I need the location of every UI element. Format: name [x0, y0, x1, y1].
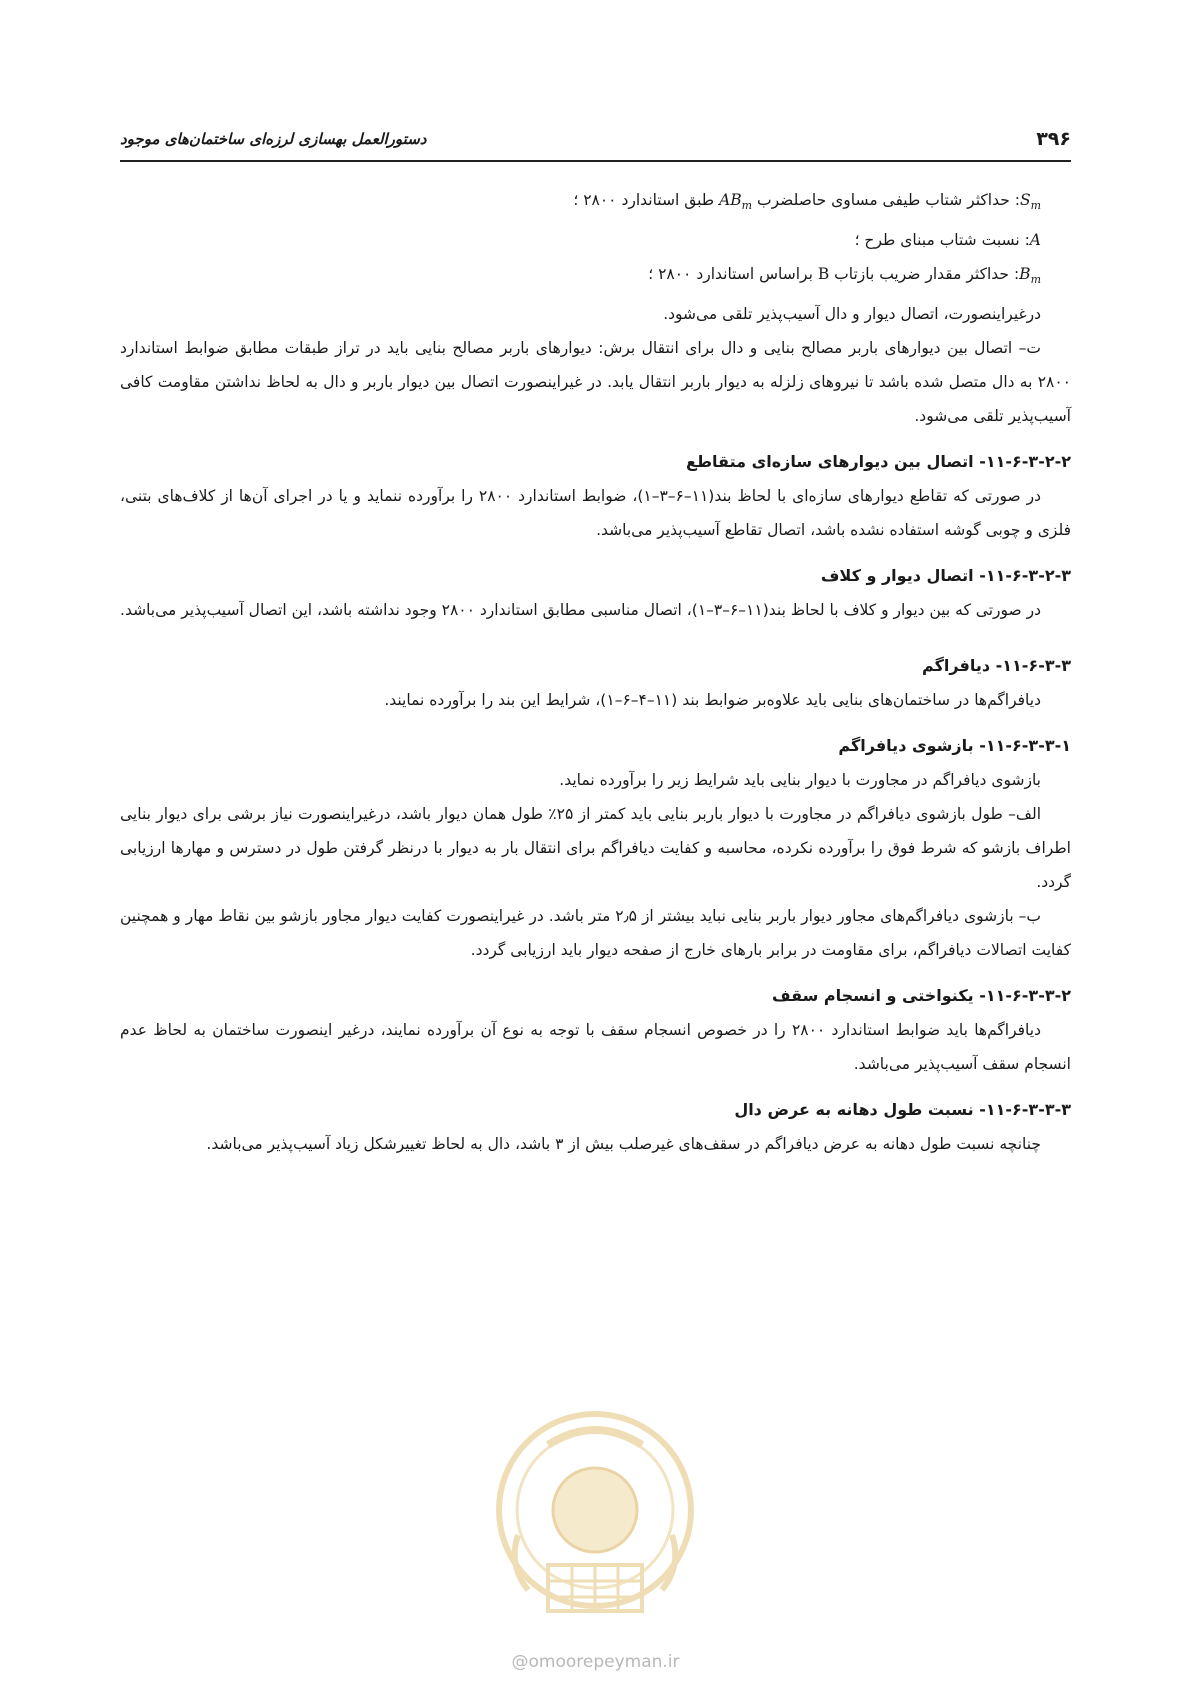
list-item: ب– بازشوی دیافراگم‌های مجاور دیوار باربر بنایی نباید بیشتر از ۲٫۵ متر باشد. در غیراینصورت کفایت دیوار مجاور بازشو بین نقاط مهار و همچنین کفایت اتصالات دیافراگم، برای مقاومت در برابر بارهای خارج از صفحه دیوار باید ارزیابی گردد. [120, 907, 1071, 960]
section-heading: ۱۱-۶-۳-۳-۲- یکنواختی و انسجام سقف [772, 986, 1071, 1006]
watermark-seal-icon [488, 1405, 702, 1635]
bm-symbol: $B_m$ [1019, 265, 1041, 287]
section-heading: ۱۱-۶-۳-۲-۳- اتصال دیوار و کلاف [820, 566, 1071, 586]
page-content [120, 183, 1071, 1161]
def-sm: $S_m$: حداکثر شتاب طیفی مساوی حاصلضرب $AB_m$ طبق استاندارد ۲۸۰۰ ؛ [573, 191, 1041, 213]
running-title: دستورالعمل بهسازی لرزه‌ای ساختمان‌های موجود [120, 130, 427, 148]
section-body: در صورتی که تقاطع دیوارهای سازه‌ای با لحاظ بند(۱۱–۶–۳–۱)، ضوابط استاندارد ۲۸۰۰ را برآورده ننماید و یا در اجرای آن‌ها از کلاف‌های بتنی، فلزی و چوبی گوشه استفاده نشده باشد، اتصال تقاطع آسیب‌پذیر می‌باشد. [120, 487, 1071, 540]
def-otherwise: درغیراینصورت، اتصال دیوار و دال آسیب‌پذیر تلقی می‌شود. [663, 305, 1041, 324]
section-body: چنانچه نسبت طول دهانه به عرض دیافراگم در سقف‌های غیرصلب بیش از ۳ باشد، دال به لحاظ تغییرشکل زیاد آسیب‌پذیر می‌باشد. [206, 1135, 1041, 1154]
list-item: الف– طول بازشوی دیافراگم در مجاورت با دیوار باربر بنایی باید کمتر از ۲۵٪ طول همان دیوار باشد، درغیراینصورت نیاز برشی برای دیوار بنایی اطراف بازشو که شرط فوق را برآورده نکرده، محاسبه و کفایت دیافراگم برای انتقال بار به دیوار با درنظر گرفتن طول در دسترس و مهارها ارزیابی گردد. [120, 805, 1071, 892]
section-heading: ۱۱-۶-۳-۳-۳- نسبت طول دهانه به عرض دال [734, 1100, 1071, 1120]
page-header [120, 128, 1071, 154]
section-heading: ۱۱-۶-۳-۳- دیافراگم [922, 656, 1071, 676]
section-body: دیافراگم‌ها باید ضوابط استاندارد ۲۸۰۰ را در خصوص انسجام سقف با توجه به نوع آن برآورده نمایند، درغیر اینصورت ساختمان به لحاظ عدم انسجام سقف آسیب‌پذیر می‌باشد. [120, 1021, 1071, 1074]
section-heading: ۱۱-۶-۳-۳-۱- بازشوی دیافراگم [838, 736, 1071, 756]
section-body: بازشوی دیافراگم در مجاورت با دیوار بنایی باید شرایط زیر را برآورده نماید. [559, 771, 1041, 790]
header-rule [120, 160, 1071, 162]
watermark-url: @omoorepeyman.ir [511, 1652, 680, 1672]
section-body: دیافراگم‌ها در ساختمان‌های بنایی باید علاوه‌بر ضوابط بند (۱۱–۴–۶–۱)، شرایط این بند را برآورده نمایند. [384, 691, 1041, 710]
section-heading: ۱۱-۶-۳-۲-۲- اتصال بین دیوارهای سازه‌ای متقاطع [686, 452, 1071, 472]
def-bm: $B_m$: حداکثر مقدار ضریب بازتاب B براساس استاندارد ۲۸۰۰ ؛ [648, 265, 1041, 287]
section-body: در صورتی که بین دیوار و کلاف با لحاظ بند(۱۱–۶–۳–۱)، اتصال مناسبی مطابق استاندارد ۲۸۰۰ وجود نداشته باشد، این اتصال آسیب‌پذیر می‌باشد. [120, 601, 1041, 620]
a-symbol: A [1029, 231, 1041, 250]
sm-symbol: $S_m$ [1019, 191, 1041, 213]
paragraph-te: ت– اتصال بین دیوارهای باربر مصالح بنایی و دال برای انتقال برش: دیوارهای باربر مصالح بنایی باید در تراز طبقات مطابق ضوابط استاندارد ۲۸۰۰ به دال متصل شده باشد تا نیروهای زلزله به دیوار باربر انتقال یابد. در غیراینصورت اتصال بین دیوار باربر و دال به لحاظ نداشتن مقاومت کافی آسیب‌پذیر تلقی می‌شود. [120, 339, 1071, 426]
b-symbol: B [817, 265, 830, 284]
def-a: A: نسبت شتاب مبنای طرح ؛ [854, 231, 1041, 250]
page-number: ۳۹۶ [1036, 128, 1071, 150]
abm-symbol: $AB_m$ [719, 191, 753, 213]
